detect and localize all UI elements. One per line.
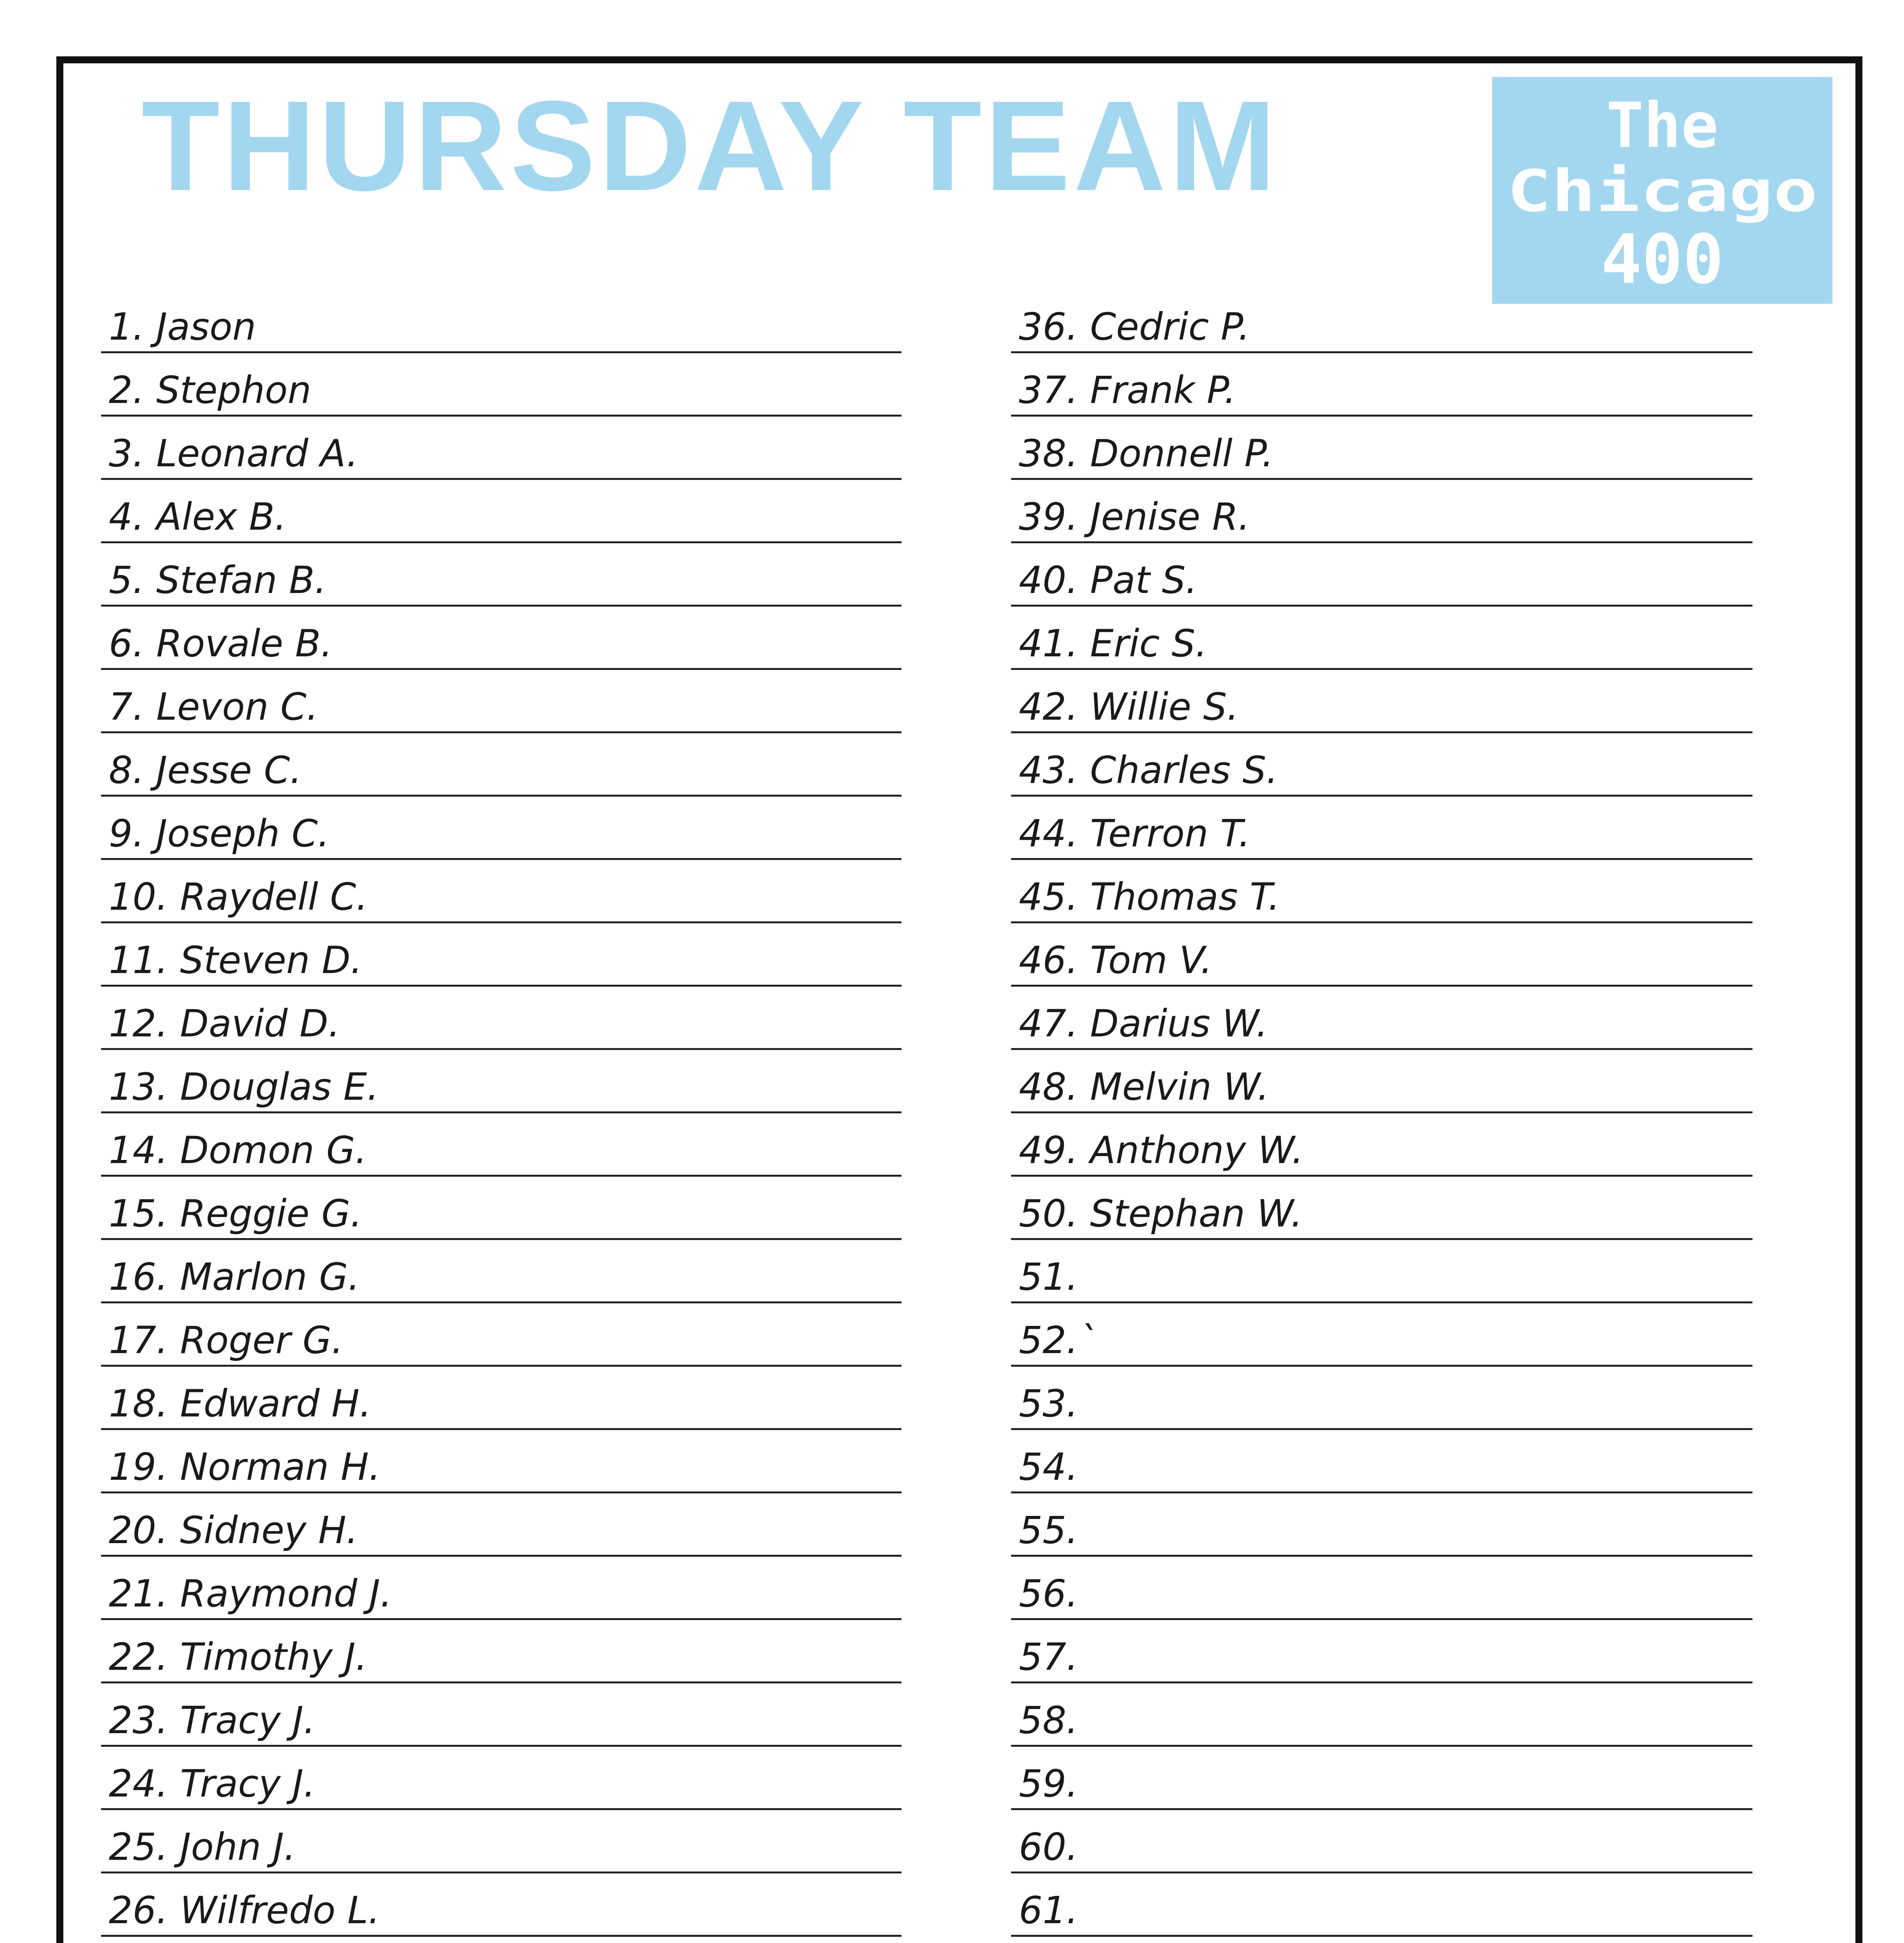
roster-entry: 60.: [1011, 1810, 1752, 1873]
roster-entry: 11. Steven D.: [101, 923, 901, 987]
roster-entry: 13. Douglas E.: [101, 1050, 901, 1113]
roster-entry: 57.: [1011, 1620, 1752, 1683]
page-title: THURSDAY TEAM: [141, 74, 1279, 217]
roster-entry: 40. Pat S.: [1011, 543, 1752, 607]
roster-entry: 55.: [1011, 1493, 1752, 1557]
roster-entry: 9. Joseph C.: [101, 797, 901, 860]
roster-entry: 38. Donnell P.: [1011, 417, 1752, 480]
roster-entry: 49. Anthony W.: [1011, 1113, 1752, 1177]
roster-entry: 8. Jesse C.: [101, 733, 901, 797]
roster-entry: 15. Reggie G.: [101, 1177, 901, 1240]
roster-entry: 19. Norman H.: [101, 1430, 901, 1493]
roster-entry: 23. Tracy J.: [101, 1683, 901, 1747]
roster-entry: 54.: [1011, 1430, 1752, 1493]
logo-line-chicago: Chicago: [1507, 158, 1818, 225]
roster-column-left: [101, 290, 901, 1943]
roster-entry: [1011, 1937, 1752, 1943]
roster-entry: 41. Eric S.: [1011, 607, 1752, 670]
logo-line-400: 400: [1601, 220, 1724, 299]
roster-entry: 59.: [1011, 1747, 1752, 1810]
roster-entry: 44. Terron T.: [1011, 797, 1752, 860]
roster-entry: [101, 1937, 901, 1943]
roster-entry: 39. Jenise R.: [1011, 480, 1752, 543]
roster-entry: 5. Stefan B.: [101, 543, 901, 607]
roster-entry: 45. Thomas T.: [1011, 860, 1752, 923]
roster-entry: 36. Cedric P.: [1011, 290, 1752, 353]
roster-entry: 58.: [1011, 1683, 1752, 1747]
roster-entry: 18. Edward H.: [101, 1367, 901, 1430]
roster-entry: 7. Levon C.: [101, 670, 901, 733]
roster-entry: 10. Raydell C.: [101, 860, 901, 923]
roster-entry: 50. Stephan W.: [1011, 1177, 1752, 1240]
roster-entry: 1. Jason: [101, 290, 901, 353]
roster-entry: 24. Tracy J.: [101, 1747, 901, 1810]
roster-entry: 46. Tom V.: [1011, 923, 1752, 987]
roster-entry: 21. Raymond J.: [101, 1557, 901, 1620]
roster-entry: 25. John J.: [101, 1810, 901, 1873]
roster-entry: 43. Charles S.: [1011, 733, 1752, 797]
roster-entry: 14. Domon G.: [101, 1113, 901, 1177]
chicago-400-logo: [1492, 77, 1833, 304]
logo-graphic: [1492, 77, 1833, 304]
roster-entry: 42. Willie S.: [1011, 670, 1752, 733]
roster-entry: 12. David D.: [101, 987, 901, 1050]
roster-entry: 16. Marlon G.: [101, 1240, 901, 1303]
roster-entry: 2. Stephon: [101, 353, 901, 417]
roster-entry: 52.`: [1011, 1303, 1752, 1367]
roster-entry: 17. Roger G.: [101, 1303, 901, 1367]
roster-entry: 37. Frank P.: [1011, 353, 1752, 417]
roster-entry: 47. Darius W.: [1011, 987, 1752, 1050]
roster-entry: 26. Wilfredo L.: [101, 1873, 901, 1937]
roster-entry: 48. Melvin W.: [1011, 1050, 1752, 1113]
roster-entry: 51.: [1011, 1240, 1752, 1303]
roster-entry: 20. Sidney H.: [101, 1493, 901, 1557]
roster-entry: 53.: [1011, 1367, 1752, 1430]
roster-entry: 6. Rovale B.: [101, 607, 901, 670]
roster-entry: 56.: [1011, 1557, 1752, 1620]
roster-entry: 3. Leonard A.: [101, 417, 901, 480]
roster-column-right: [1011, 290, 1752, 1943]
logo-line-the: The: [1606, 89, 1719, 162]
roster-entry: 22. Timothy J.: [101, 1620, 901, 1683]
roster-entry: 61.: [1011, 1873, 1752, 1937]
roster-entry: 4. Alex B.: [101, 480, 901, 543]
